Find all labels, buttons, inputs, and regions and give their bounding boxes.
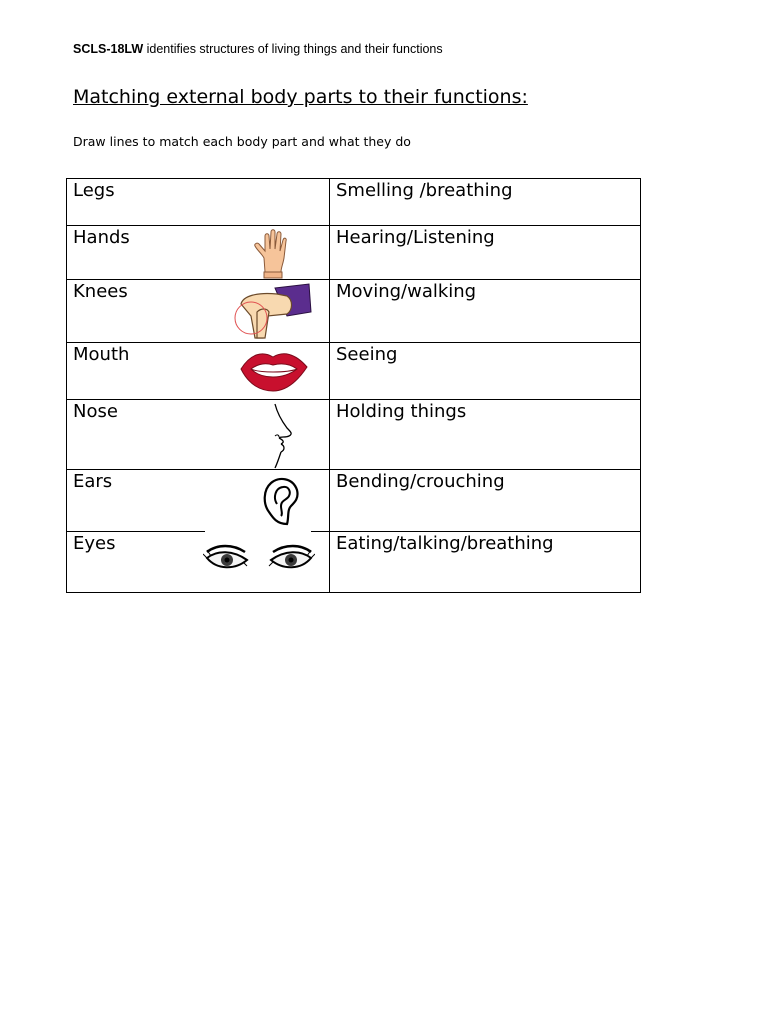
function-label: Eating/talking/breathing bbox=[336, 533, 554, 554]
table-row bbox=[67, 343, 641, 400]
table-row bbox=[67, 470, 641, 532]
body-part-cell bbox=[67, 470, 330, 532]
table-row bbox=[67, 179, 641, 226]
body-part-cell bbox=[67, 400, 330, 470]
body-part-label: Eyes bbox=[73, 533, 116, 554]
function-label: Seeing bbox=[336, 344, 398, 365]
standard-line bbox=[73, 42, 443, 56]
function-cell bbox=[330, 400, 641, 470]
body-part-cell bbox=[67, 280, 330, 343]
body-part-label: Knees bbox=[73, 281, 128, 302]
function-cell bbox=[330, 343, 641, 400]
eyes-icon bbox=[203, 536, 315, 582]
table-row bbox=[67, 400, 641, 470]
standard-description: identifies structures of living things and their functions bbox=[143, 42, 443, 56]
function-label: Hearing/Listening bbox=[336, 227, 495, 248]
body-part-label: Nose bbox=[73, 401, 118, 422]
function-cell bbox=[330, 470, 641, 532]
body-part-cell bbox=[67, 179, 330, 226]
body-part-label: Mouth bbox=[73, 344, 130, 365]
function-label: Moving/walking bbox=[336, 281, 477, 302]
function-cell bbox=[330, 280, 641, 343]
body-part-cell bbox=[67, 343, 330, 400]
page-title: Matching external body parts to their functions: bbox=[73, 86, 528, 108]
mouth-icon bbox=[237, 347, 309, 395]
ear-icon bbox=[257, 474, 307, 528]
knees-icon bbox=[227, 282, 313, 342]
table-row bbox=[67, 532, 641, 593]
function-cell bbox=[330, 532, 641, 593]
standard-code: SCLS-18LW bbox=[73, 42, 144, 56]
nose-icon bbox=[263, 402, 303, 470]
body-part-label: Legs bbox=[73, 180, 115, 201]
table-row bbox=[67, 226, 641, 280]
body-part-label: Hands bbox=[73, 227, 130, 248]
hand-icon bbox=[251, 228, 301, 280]
table-row bbox=[67, 280, 641, 343]
body-part-cell bbox=[67, 532, 330, 593]
function-label: Smelling /breathing bbox=[336, 180, 513, 201]
function-cell bbox=[330, 226, 641, 280]
body-part-cell bbox=[67, 226, 330, 280]
function-label: Holding things bbox=[336, 401, 467, 422]
function-cell bbox=[330, 179, 641, 226]
body-part-label: Ears bbox=[73, 471, 113, 492]
instructions: Draw lines to match each body part and what they do bbox=[73, 134, 411, 149]
matching-table bbox=[66, 178, 641, 593]
function-label: Bending/crouching bbox=[336, 471, 505, 492]
